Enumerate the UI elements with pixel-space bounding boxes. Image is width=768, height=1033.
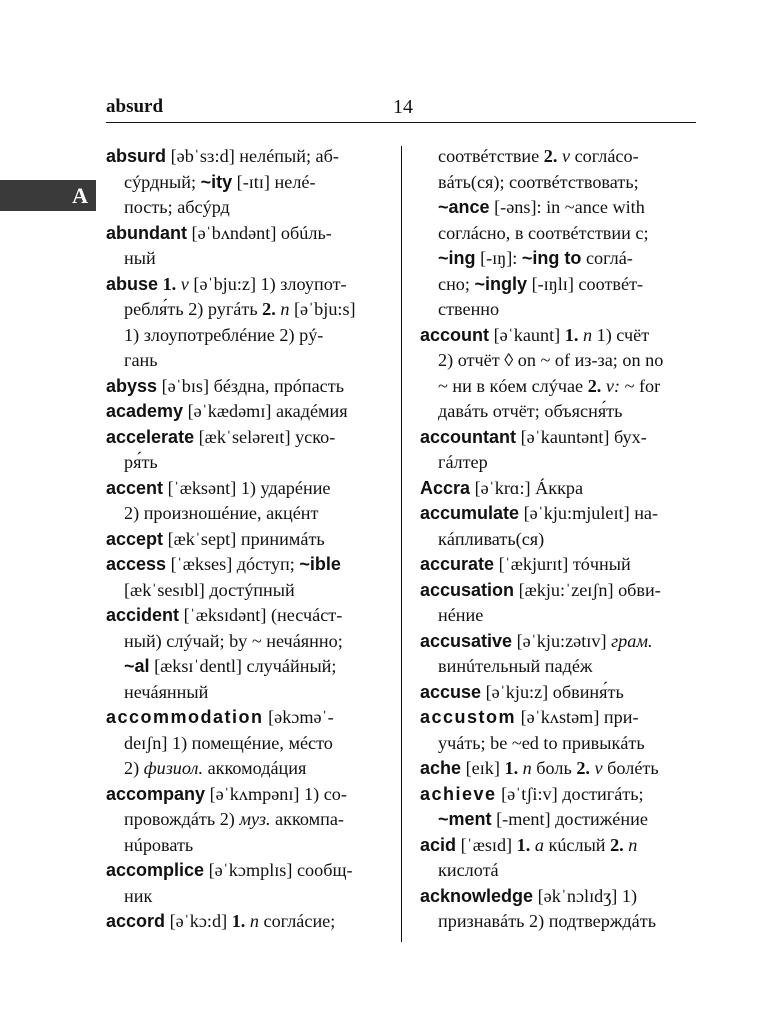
text-line <box>106 782 384 808</box>
text-line <box>420 221 696 247</box>
headword: ~ment <box>438 809 492 829</box>
definition-text: кáпливать(ся) <box>438 528 545 549</box>
headword: account <box>420 324 490 345</box>
headword: accomplice <box>106 860 205 880</box>
definition-text: [ˈæksənt] 1) ударéние <box>163 477 331 498</box>
text-line <box>420 195 696 221</box>
text-line <box>106 527 384 553</box>
definition-text: [ækˈsesɪbl] достýпный <box>124 579 295 600</box>
text-line <box>420 144 696 170</box>
definition-text: [əˈkauntənt] бух- <box>516 426 647 447</box>
text-line <box>420 654 696 680</box>
text-line <box>106 807 384 833</box>
text-line <box>106 603 384 629</box>
definition-text: [əˈkʌstəm] при- <box>516 707 639 727</box>
definition-text: [ˈækses] дóступ; <box>166 554 300 574</box>
column-divider <box>401 146 402 942</box>
text-line <box>106 501 384 527</box>
definition-text: [əˈkju:z] обвиня́ть <box>481 681 624 702</box>
definition-text: провождáть 2) <box>124 809 240 829</box>
sense-number: 1. <box>516 834 531 855</box>
grammar-label: n <box>249 911 259 931</box>
text-line <box>106 629 384 655</box>
text-line <box>420 552 696 578</box>
text-line <box>420 884 696 910</box>
sense-number: 2. <box>610 834 624 855</box>
headword: ~al <box>124 656 150 676</box>
text-line <box>106 195 384 221</box>
text-line <box>106 297 384 323</box>
definition-text: [əˈbju:s] <box>289 299 356 319</box>
text-line <box>106 833 384 859</box>
definition-text: кúслый <box>543 834 611 855</box>
definition-text: [əkɔməˈ- <box>263 707 334 727</box>
definition-text: ный) слýчай; by ~ нечáянно; <box>124 630 343 651</box>
definition-text: боль <box>531 758 577 778</box>
definition-text: [əˈkju:zətɪv] <box>512 630 612 651</box>
headword: acid <box>420 834 457 855</box>
text-line <box>420 629 696 655</box>
text-line <box>106 399 384 425</box>
headword: accent <box>106 477 164 498</box>
headword: Accra <box>420 477 471 498</box>
text-line <box>420 501 696 527</box>
definition-text: ребля́ть 2) ругáть <box>124 299 263 319</box>
alphabet-tab: A <box>0 180 96 211</box>
definition-text: аккомодáция <box>203 758 307 778</box>
text-line <box>420 833 696 859</box>
headword: ~ible <box>299 554 341 574</box>
text-line <box>106 323 384 349</box>
definition-text: [ækˈsept] принимáть <box>163 528 325 549</box>
text-line <box>420 399 696 425</box>
definition-text: [əˈkʌmpənɪ] 1) со- <box>205 783 347 804</box>
headword: absurd <box>106 146 167 166</box>
sense-number: 1. <box>564 324 579 345</box>
text-line <box>106 374 384 400</box>
definition-text: ~ for <box>620 375 661 396</box>
text-line <box>420 170 696 196</box>
text-line <box>420 297 696 323</box>
definition-text: болéть <box>602 758 659 778</box>
headword: abyss <box>106 375 158 396</box>
text-line <box>106 858 384 884</box>
text-line <box>420 909 696 935</box>
text-line <box>420 578 696 604</box>
headword: ache <box>420 758 462 778</box>
definition-text: 2) <box>124 758 144 778</box>
text-line <box>106 272 384 298</box>
text-line <box>420 374 696 400</box>
text-line <box>420 807 696 833</box>
definition-text: ~ ни в кóем слýчае <box>438 375 588 396</box>
grammar-label: a <box>534 834 544 855</box>
definition-text: [ˈæsɪd] <box>456 834 517 855</box>
sense-number: 1. <box>162 273 177 294</box>
definition-text: учáть; be ~ed to привыкáть <box>438 732 645 753</box>
definition-text: [əˈkaunt] <box>489 324 565 345</box>
grammar-label: n <box>582 324 593 345</box>
text-line <box>420 731 696 757</box>
definition-text: [əbˈsɜ:d] нелéпый; аб- <box>166 146 339 166</box>
left-column <box>106 144 384 935</box>
definition-text: [-ɪtɪ] нелé- <box>232 171 316 192</box>
text-line <box>420 527 696 553</box>
definition-text: [əˈkrɑ:] Áккра <box>470 477 584 498</box>
headword: accept <box>106 528 164 549</box>
definition-text: [eɪk] <box>461 758 505 778</box>
headword: accommodation <box>106 707 264 727</box>
text-line <box>420 272 696 298</box>
headword: ~ing <box>438 248 476 268</box>
headword: accident <box>106 605 180 625</box>
definition-text: ственно <box>438 299 500 319</box>
text-line <box>420 782 696 808</box>
headword: accustom <box>420 707 517 727</box>
definition-text: соглáсо- <box>570 146 639 166</box>
sense-number: 2. <box>543 146 558 166</box>
page-header <box>106 92 696 123</box>
grammar-label: муз. <box>239 809 271 829</box>
definition-text: [əˈkædəmɪ] акадéмия <box>183 401 348 421</box>
sense-number: 2. <box>587 375 602 396</box>
headword: acknowledge <box>420 885 534 906</box>
definition-text: аккомпа- <box>270 809 344 829</box>
definition-text: [-ment] достижéние <box>491 809 648 829</box>
grammar-label: физиол. <box>143 758 204 778</box>
definition-text: [æksɪˈdentl] случáйный; <box>149 656 337 676</box>
text-line <box>106 170 384 196</box>
text-line <box>106 680 384 706</box>
text-line <box>106 144 384 170</box>
text-line <box>420 476 696 502</box>
definition-text: признавáть 2) подтверждáть <box>438 911 656 931</box>
text-line <box>420 450 696 476</box>
grammar-label: v <box>180 273 189 294</box>
definition-text: ник <box>124 885 153 906</box>
definition-text: сýрдный; <box>124 171 201 192</box>
definition-text: пость; абсýрд <box>124 197 230 217</box>
headword: abundant <box>106 222 187 243</box>
text-line <box>420 323 696 349</box>
headword: accountant <box>420 426 517 447</box>
headword: accusation <box>420 579 515 600</box>
text-line <box>420 603 696 629</box>
page-number: 14 <box>393 96 413 118</box>
headword: accelerate <box>106 426 195 447</box>
grammar-label: грам. <box>611 630 653 651</box>
headword: accuse <box>420 681 482 702</box>
definition-text: [-ɪŋ]: <box>475 248 522 268</box>
definition-text: 1) счёт <box>592 324 650 345</box>
text-line <box>106 221 384 247</box>
text-line <box>106 884 384 910</box>
sense-number: 2. <box>262 299 276 319</box>
definition-text: [ˈækjurɪt] тóчный <box>494 554 631 574</box>
text-line <box>420 705 696 731</box>
definition-text: ный <box>124 248 156 268</box>
headword: accord <box>106 911 166 931</box>
definition-text: гань <box>124 350 158 370</box>
headword: ~ing to <box>521 248 582 268</box>
definition-text: гáлтер <box>438 452 488 472</box>
definition-text: нéние <box>438 605 484 625</box>
headword: accumulate <box>420 503 520 523</box>
text-line <box>420 756 696 782</box>
definition-text: давáть отчёт; объясня́ть <box>438 401 623 421</box>
text-line <box>106 552 384 578</box>
text-line <box>106 348 384 374</box>
definition-text: [əˈkju:mjuleɪt] на- <box>519 503 659 523</box>
definition-text: соглá- <box>581 248 633 268</box>
grammar-label: n <box>522 758 532 778</box>
grammar-label: v <box>561 146 571 166</box>
definition-text: сно; <box>438 273 475 294</box>
definition-text: [əˈbʌndənt] обúль- <box>187 222 332 243</box>
definition-text: [ˈæksɪdənt] (несчáст- <box>179 605 343 625</box>
grammar-label: n <box>280 299 290 319</box>
headword: ~ity <box>200 171 233 192</box>
grammar-label: n <box>628 834 638 855</box>
definition-text: соглáсие; <box>258 911 336 931</box>
definition-text: [əkˈnɔlɪdʒ] 1) <box>533 885 638 906</box>
definition-text: [-ɪŋlɪ] соотвéт- <box>527 273 644 294</box>
text-line <box>106 425 384 451</box>
definition-text: deɪʃn] 1) помещéние, мéсто <box>124 732 333 753</box>
right-column <box>420 144 696 935</box>
text-line <box>106 450 384 476</box>
definition-text: винúтельный падéж <box>438 656 593 676</box>
definition-text: [əˈtʃi:v] достигáть; <box>496 783 644 804</box>
headword: access <box>106 554 167 574</box>
text-line <box>420 246 696 272</box>
text-line <box>420 348 696 374</box>
text-line <box>106 246 384 272</box>
definition-text: [əˈbɪs] бéздна, прóпасть <box>157 375 344 396</box>
definition-text: 2) произношéние, акцéнт <box>124 503 319 523</box>
headword: accompany <box>106 783 206 804</box>
text-line <box>106 731 384 757</box>
definition-text: [ækˈseləreɪt] уско- <box>194 426 336 447</box>
headword: ~ance <box>438 197 490 217</box>
definition-text: 2) отчёт ◊ on ~ of из-за; on no <box>438 350 664 370</box>
headword: achieve <box>420 783 497 804</box>
definition-text: [əˈkɔmplɪs] сообщ- <box>204 860 353 880</box>
definition-text: 1) злоупотреблéние 2) рý- <box>124 324 324 345</box>
definition-text: кислотá <box>438 860 499 880</box>
text-line <box>420 858 696 884</box>
definition-text: соотвéтствие <box>438 146 544 166</box>
sense-number: 1. <box>231 911 246 931</box>
text-line <box>106 476 384 502</box>
headword: academy <box>106 401 184 421</box>
text-line <box>106 756 384 782</box>
definition-text: вáть(ся); соотвéтствовать; <box>438 171 639 192</box>
text-line <box>420 680 696 706</box>
definition-text: [ækju:ˈzeɪʃn] обви- <box>514 579 661 600</box>
definition-text: [əˈbju:z] 1) злоупот- <box>188 273 347 294</box>
text-line <box>106 654 384 680</box>
text-line <box>106 705 384 731</box>
grammar-label: v: <box>605 375 621 396</box>
text-line <box>420 425 696 451</box>
headword: abuse <box>106 273 159 294</box>
definition-text: нечáянный <box>124 681 209 702</box>
text-line <box>106 909 384 935</box>
headword: ~ingly <box>474 273 528 294</box>
definition-text: [əˈkɔ:d] <box>165 911 232 931</box>
definition-text: нúровать <box>124 834 194 855</box>
grammar-label: v <box>594 758 603 778</box>
definition-text: ря́ть <box>124 452 158 472</box>
definition-text: [-əns]: in ~ance with <box>489 197 645 217</box>
sense-number: 1. <box>504 758 519 778</box>
headword: accurate <box>420 554 495 574</box>
sense-number: 2. <box>576 758 590 778</box>
headword: accusative <box>420 630 513 651</box>
text-line <box>106 578 384 604</box>
running-head: absurd <box>106 96 164 117</box>
definition-text: соглáсно, в соотвéтствии с; <box>438 222 649 243</box>
